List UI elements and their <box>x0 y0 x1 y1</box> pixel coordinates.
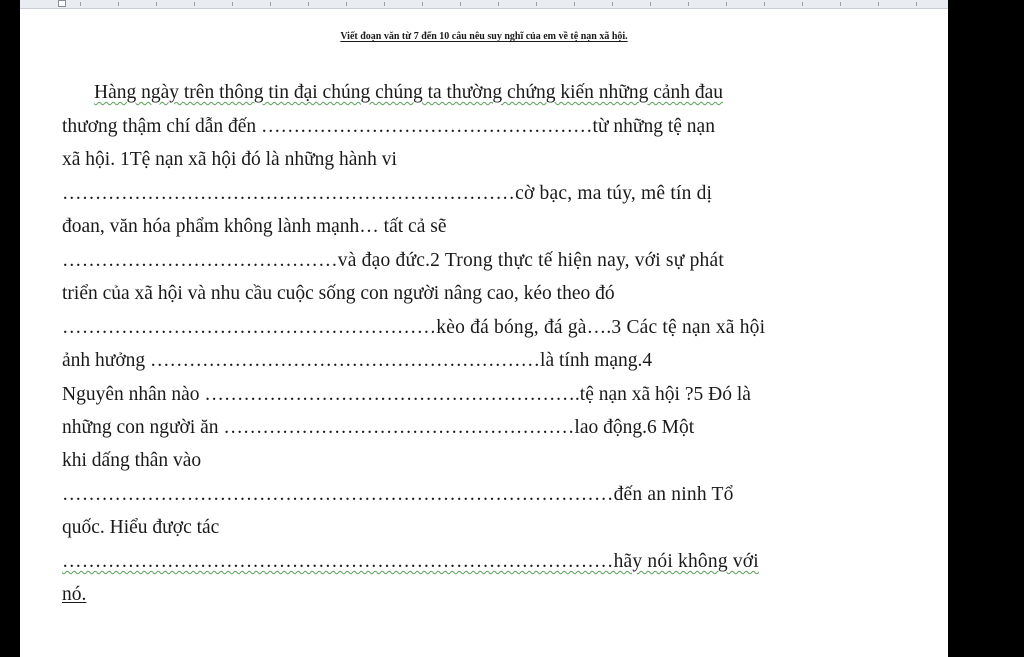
document-page[interactable] <box>20 9 948 657</box>
paragraph-line-15: …………………………………………………………………………hãy nói không với <box>62 551 759 572</box>
paragraph-line-5: đoan, văn hóa phẩm không lành mạnh… tất cả sẽ <box>62 216 447 237</box>
indent-marker[interactable] <box>58 0 66 7</box>
ruler-tick <box>308 2 309 6</box>
ruler-tick <box>650 2 651 6</box>
ruler-tick <box>726 2 727 6</box>
ruler-tick <box>118 2 119 6</box>
ruler-tick <box>574 2 575 6</box>
paragraph-line-8: …………………………………………………kèo đá bóng, đá gà….3 Các tệ nạn xã hội <box>62 317 766 338</box>
ruler-tick <box>536 2 537 6</box>
ruler-tick <box>422 2 423 6</box>
paragraph-line-9: ảnh hưởng ……………………………………………………là tính mạng.4 <box>62 350 653 371</box>
ruler-tick <box>194 2 195 6</box>
paragraph-line-2: thương thậm chí dẫn đến ……………………………………………từ những tệ nạn <box>62 116 715 137</box>
paragraph-line-11: những con người ăn ………………………………………………lao động.6 Một <box>62 417 695 438</box>
ruler-tick <box>840 2 841 6</box>
ruler-tick <box>498 2 499 6</box>
ruler-tick <box>384 2 385 6</box>
ruler-tick <box>270 2 271 6</box>
ruler-tick <box>346 2 347 6</box>
ruler-tick <box>688 2 689 6</box>
ruler-tick <box>764 2 765 6</box>
paragraph-line-14: quốc. Hiểu được tác <box>62 517 220 538</box>
ruler-tick <box>802 2 803 6</box>
paragraph-line-13: …………………………………………………………………………đến an ninh Tổ <box>62 484 734 505</box>
ruler-tick <box>232 2 233 6</box>
ruler <box>20 0 948 9</box>
ruler-tick <box>156 2 157 6</box>
ruler-tick <box>460 2 461 6</box>
paragraph-line-6: ……………………………………và đạo đức.2 Trong thực tế hiện nay, với sự phát <box>62 250 724 271</box>
paragraph-line-7: triển của xã hội và nhu cầu cuộc sống con người nâng cao, kéo theo đó <box>62 283 615 304</box>
ruler-tick <box>80 2 81 6</box>
ruler-tick <box>878 2 879 6</box>
paragraph-line-12: khi dấng thân vào <box>62 450 202 471</box>
paragraph-line-3: xã hội. 1Tệ nạn xã hội đó là những hành vi <box>62 149 397 170</box>
ruler-tick <box>916 2 917 6</box>
document-title: Viết đoạn văn từ 7 đến 10 câu nêu suy nghĩ của em về tệ nạn xã hội. <box>340 31 628 42</box>
paragraph-line-10: Nguyên nhân nào ………………………………………………….tệ nạn xã hội ?5 Đó là <box>62 384 751 405</box>
paragraph-line-1: Hàng ngày trên thông tin đại chúng chúng ta thường chứng kiến những cảnh đau <box>94 82 724 103</box>
ruler-tick <box>612 2 613 6</box>
paragraph-line-16: nó. <box>62 584 87 605</box>
paragraph-line-4: ……………………………………………………………cờ bạc, ma túy, mê tín dị <box>62 183 713 204</box>
